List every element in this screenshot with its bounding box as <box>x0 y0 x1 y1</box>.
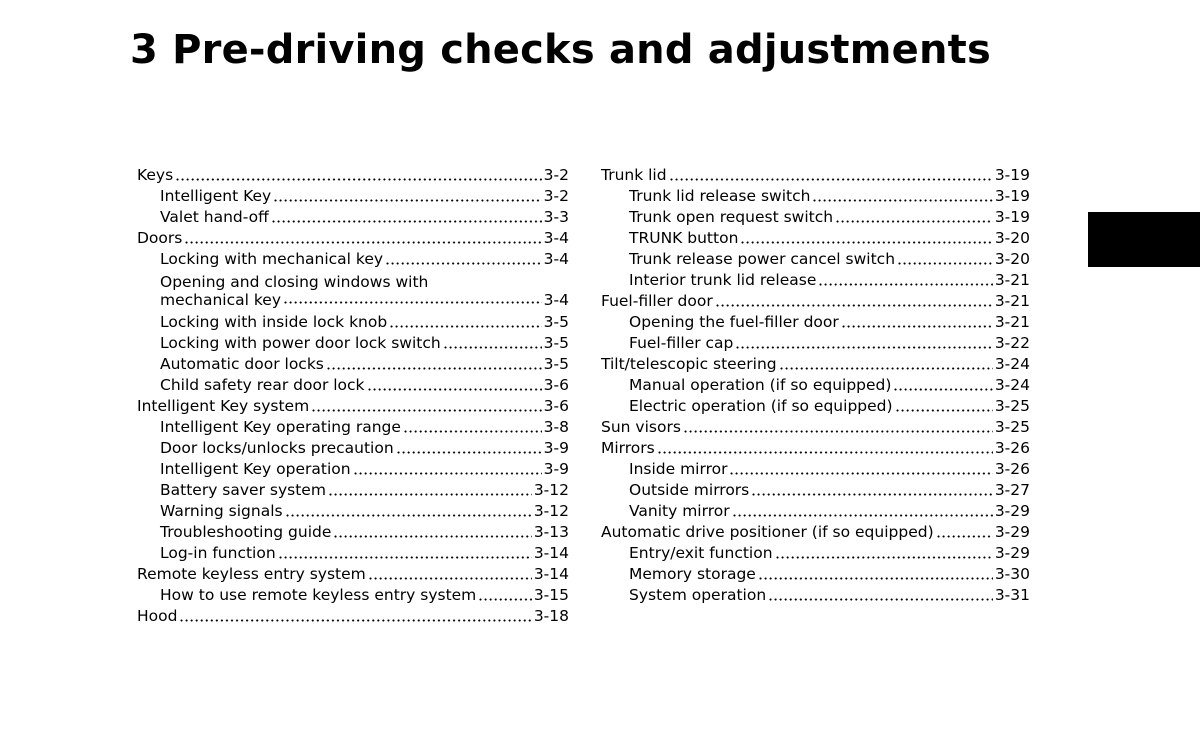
toc-entry-label: Electric operation (if so equipped) <box>629 397 893 415</box>
toc-entry-label: Locking with inside lock knob <box>160 313 388 331</box>
toc-leader-dots <box>897 262 993 265</box>
toc-section-entry[interactable] <box>601 438 1030 459</box>
toc-subsection-entry[interactable] <box>137 186 569 207</box>
toc-subsection-entry[interactable] <box>601 564 1030 585</box>
toc-entry-label: Sun visors <box>601 418 681 436</box>
toc-leader-dots <box>478 598 532 601</box>
toc-subsection-entry[interactable] <box>137 459 569 480</box>
toc-page-number: 3-24 <box>994 355 1030 373</box>
toc-page-number: 3-31 <box>994 586 1030 604</box>
toc-section-entry[interactable] <box>601 165 1030 186</box>
toc-entry-label: Trunk open request switch <box>629 208 834 226</box>
toc-subsection-entry[interactable] <box>137 522 569 543</box>
toc-leader-dots <box>273 199 541 202</box>
toc-page-number: 3-5 <box>543 313 569 331</box>
toc-entry-label: Hood <box>137 607 178 625</box>
toc-entry-label: System operation <box>629 586 767 604</box>
toc-page-number: 3-26 <box>994 439 1030 457</box>
toc-leader-dots <box>311 409 541 412</box>
toc-page-number: 3-13 <box>533 523 569 541</box>
toc-page-number: 3-21 <box>994 313 1030 331</box>
toc-subsection-entry[interactable] <box>601 375 1030 396</box>
toc-leader-dots <box>389 325 541 328</box>
toc-page-number: 3-12 <box>533 502 569 520</box>
toc-leader-dots <box>812 199 992 202</box>
toc-leader-dots <box>893 388 992 391</box>
toc-page-number: 3-25 <box>994 397 1030 415</box>
toc-subsection-entry[interactable] <box>601 312 1030 333</box>
toc-leader-dots <box>657 451 993 454</box>
toc-page-number: 3-22 <box>994 334 1030 352</box>
toc-leader-dots <box>735 346 992 349</box>
toc-page-number: 3-15 <box>533 586 569 604</box>
toc-leader-dots <box>669 178 993 181</box>
toc-leader-dots <box>285 514 532 517</box>
toc-entry-label: Interior trunk lid release <box>629 271 817 289</box>
toc-page-number: 3-8 <box>543 418 569 436</box>
toc-page-number: 3-30 <box>994 565 1030 583</box>
toc-entry-label: Fuel-filler door <box>601 292 713 310</box>
toc-entry-label: Intelligent Key system <box>137 397 310 415</box>
toc-entry-label: Fuel-filler cap <box>629 334 734 352</box>
toc-entry-label: Tilt/telescopic steering <box>601 355 777 373</box>
toc-page-number: 3-12 <box>533 481 569 499</box>
toc-subsection-entry[interactable] <box>137 480 569 501</box>
toc-section-entry[interactable] <box>601 354 1030 375</box>
toc-leader-dots <box>403 430 542 433</box>
toc-page-number: 3-29 <box>994 544 1030 562</box>
toc-entry-label: mechanical key <box>160 291 281 309</box>
toc-page-number: 3-6 <box>543 397 569 415</box>
toc-page-number: 3-21 <box>994 292 1030 310</box>
toc-entry-label: Trunk release power cancel switch <box>629 250 896 268</box>
toc-subsection-entry[interactable] <box>137 438 569 459</box>
chapter-thumb-tab <box>1088 212 1200 267</box>
toc-entry-label: Intelligent Key operating range <box>160 418 401 436</box>
toc-subsection-entry[interactable] <box>137 312 569 333</box>
toc-page-number: 3-2 <box>543 166 569 184</box>
toc-page-number: 3-2 <box>543 187 569 205</box>
toc-section-entry[interactable] <box>137 228 569 249</box>
toc-entry-label: Automatic drive positioner (if so equipped) <box>601 523 934 541</box>
toc-entry-label-line: Opening and closing windows with <box>160 273 429 291</box>
toc-leader-dots <box>683 430 993 433</box>
toc-leader-dots <box>729 472 992 475</box>
toc-entry-label: Battery saver system <box>160 481 326 499</box>
toc-leader-dots <box>768 598 993 601</box>
toc-leader-dots <box>740 241 992 244</box>
toc-subsection-entry[interactable] <box>137 333 569 354</box>
toc-leader-dots <box>326 367 542 370</box>
toc-leader-dots <box>835 220 993 223</box>
toc-page-number: 3-14 <box>533 544 569 562</box>
toc-entry-label: Troubleshooting guide <box>160 523 332 541</box>
toc-leader-dots <box>779 367 993 370</box>
toc-leader-dots <box>271 220 542 223</box>
toc-page-number: 3-14 <box>533 565 569 583</box>
toc-entry-label: Intelligent Key operation <box>160 460 351 478</box>
toc-leader-dots <box>818 283 992 286</box>
toc-entry-label: Inside mirror <box>629 460 728 478</box>
toc-page-number: 3-3 <box>543 208 569 226</box>
toc-section-entry[interactable] <box>137 165 569 186</box>
toc-subsection-entry[interactable] <box>601 228 1030 249</box>
toc-entry-label: Trunk lid <box>601 166 667 184</box>
toc-entry-label: Mirrors <box>601 439 655 457</box>
toc-subsection-entry[interactable] <box>137 207 569 228</box>
toc-leader-dots <box>775 556 993 559</box>
toc-entry-label: Warning signals <box>160 502 283 520</box>
toc-subsection-entry[interactable] <box>601 543 1030 564</box>
toc-page-number: 3-29 <box>994 502 1030 520</box>
toc-leader-dots <box>751 493 993 496</box>
toc-section-entry[interactable] <box>601 291 1030 312</box>
toc-entry-label: Child safety rear door lock <box>160 376 365 394</box>
toc-page-number: 3-19 <box>994 208 1030 226</box>
toc-column-right <box>601 165 1030 606</box>
toc-leader-dots <box>367 388 542 391</box>
toc-subsection-entry[interactable] <box>137 354 569 375</box>
toc-page-number: 3-19 <box>994 187 1030 205</box>
toc-page-number: 3-5 <box>543 334 569 352</box>
toc-subsection-entry[interactable] <box>601 207 1030 228</box>
toc-subsection-entry[interactable] <box>137 249 569 270</box>
chapter-title: 3 Pre-driving checks and adjustments <box>130 27 991 73</box>
toc-entry-label: Trunk lid release switch <box>629 187 811 205</box>
toc-page-number: 3-4 <box>543 250 569 268</box>
toc-subsection-entry[interactable] <box>137 291 569 309</box>
toc-section-entry[interactable] <box>601 522 1030 543</box>
toc-entry-label: Memory storage <box>629 565 756 583</box>
toc-page-number: 3-19 <box>994 166 1030 184</box>
toc-page-number: 3-4 <box>543 229 569 247</box>
toc-leader-dots <box>175 178 541 181</box>
toc-section-entry[interactable] <box>137 606 569 627</box>
toc-subsection-entry[interactable] <box>601 186 1030 207</box>
toc-subsection-entry[interactable] <box>137 375 569 396</box>
toc-leader-dots <box>278 556 532 559</box>
toc-page-number: 3-29 <box>994 523 1030 541</box>
toc-entry-label: Remote keyless entry system <box>137 565 366 583</box>
toc-subsection-entry[interactable] <box>137 501 569 522</box>
toc-page-number: 3-4 <box>543 291 569 309</box>
toc-page-number: 3-21 <box>994 271 1030 289</box>
toc-page-number: 3-24 <box>994 376 1030 394</box>
toc-leader-dots <box>895 409 993 412</box>
toc-entry-label: Keys <box>137 166 174 184</box>
toc-subsection-entry[interactable] <box>601 480 1030 501</box>
toc-leader-dots <box>443 346 542 349</box>
toc-entry-label: Automatic door locks <box>160 355 324 373</box>
toc-entry-label: Valet hand-off <box>160 208 269 226</box>
toc-leader-dots <box>715 304 993 307</box>
toc-subsection-entry[interactable] <box>137 417 569 438</box>
toc-page-number: 3-20 <box>994 250 1030 268</box>
toc-subsection-entry[interactable] <box>601 270 1030 291</box>
toc-page-number: 3-5 <box>543 355 569 373</box>
toc-subsection-entry[interactable] <box>137 543 569 564</box>
toc-leader-dots <box>936 535 993 538</box>
toc-entry-label: Manual operation (if so equipped) <box>629 376 892 394</box>
toc-page-number: 3-6 <box>543 376 569 394</box>
toc-leader-dots <box>328 493 532 496</box>
toc-page-number: 3-9 <box>543 460 569 478</box>
toc-entry-label: Outside mirrors <box>629 481 750 499</box>
toc-subsection-entry[interactable] <box>601 396 1030 417</box>
toc-subsection-entry[interactable] <box>601 585 1030 606</box>
toc-subsection-entry[interactable] <box>601 501 1030 522</box>
toc-leader-dots <box>179 619 531 622</box>
toc-subsection-entry[interactable] <box>601 459 1030 480</box>
toc-leader-dots <box>841 325 993 328</box>
toc-entry-label: Intelligent Key <box>160 187 272 205</box>
toc-leader-dots <box>333 535 531 538</box>
toc-subsection-entry[interactable] <box>137 585 569 606</box>
toc-section-entry[interactable] <box>601 417 1030 438</box>
toc-leader-dots <box>385 262 542 265</box>
toc-entry-label: Entry/exit function <box>629 544 773 562</box>
toc-column-left <box>137 165 569 627</box>
toc-leader-dots <box>184 241 541 244</box>
toc-entry-label: Opening the fuel-filler door <box>629 313 839 331</box>
toc-leader-dots <box>368 577 532 580</box>
toc-entry-label: Vanity mirror <box>629 502 730 520</box>
toc-page-number: 3-9 <box>543 439 569 457</box>
toc-page-number: 3-25 <box>994 418 1030 436</box>
toc-leader-dots <box>758 577 993 580</box>
toc-leader-dots <box>283 301 542 304</box>
toc-page-number: 3-20 <box>994 229 1030 247</box>
toc-leader-dots <box>353 472 542 475</box>
toc-entry-label: Doors <box>137 229 183 247</box>
toc-leader-dots <box>732 514 993 517</box>
toc-page-number: 3-26 <box>994 460 1030 478</box>
toc-entry-label: Log-in function <box>160 544 276 562</box>
toc-entry-label: Door locks/unlocks precaution <box>160 439 394 457</box>
toc-page-number: 3-27 <box>994 481 1030 499</box>
toc-entry-label: TRUNK button <box>629 229 739 247</box>
toc-entry-label: Locking with power door lock switch <box>160 334 441 352</box>
toc-entry-label: How to use remote keyless entry system <box>160 586 477 604</box>
toc-section-entry[interactable] <box>137 396 569 417</box>
toc-leader-dots <box>396 451 542 454</box>
toc-subsection-entry[interactable] <box>601 333 1030 354</box>
toc-page-number: 3-18 <box>533 607 569 625</box>
toc-entry-label: Locking with mechanical key <box>160 250 384 268</box>
toc-subsection-entry[interactable] <box>601 249 1030 270</box>
toc-section-entry[interactable] <box>137 564 569 585</box>
